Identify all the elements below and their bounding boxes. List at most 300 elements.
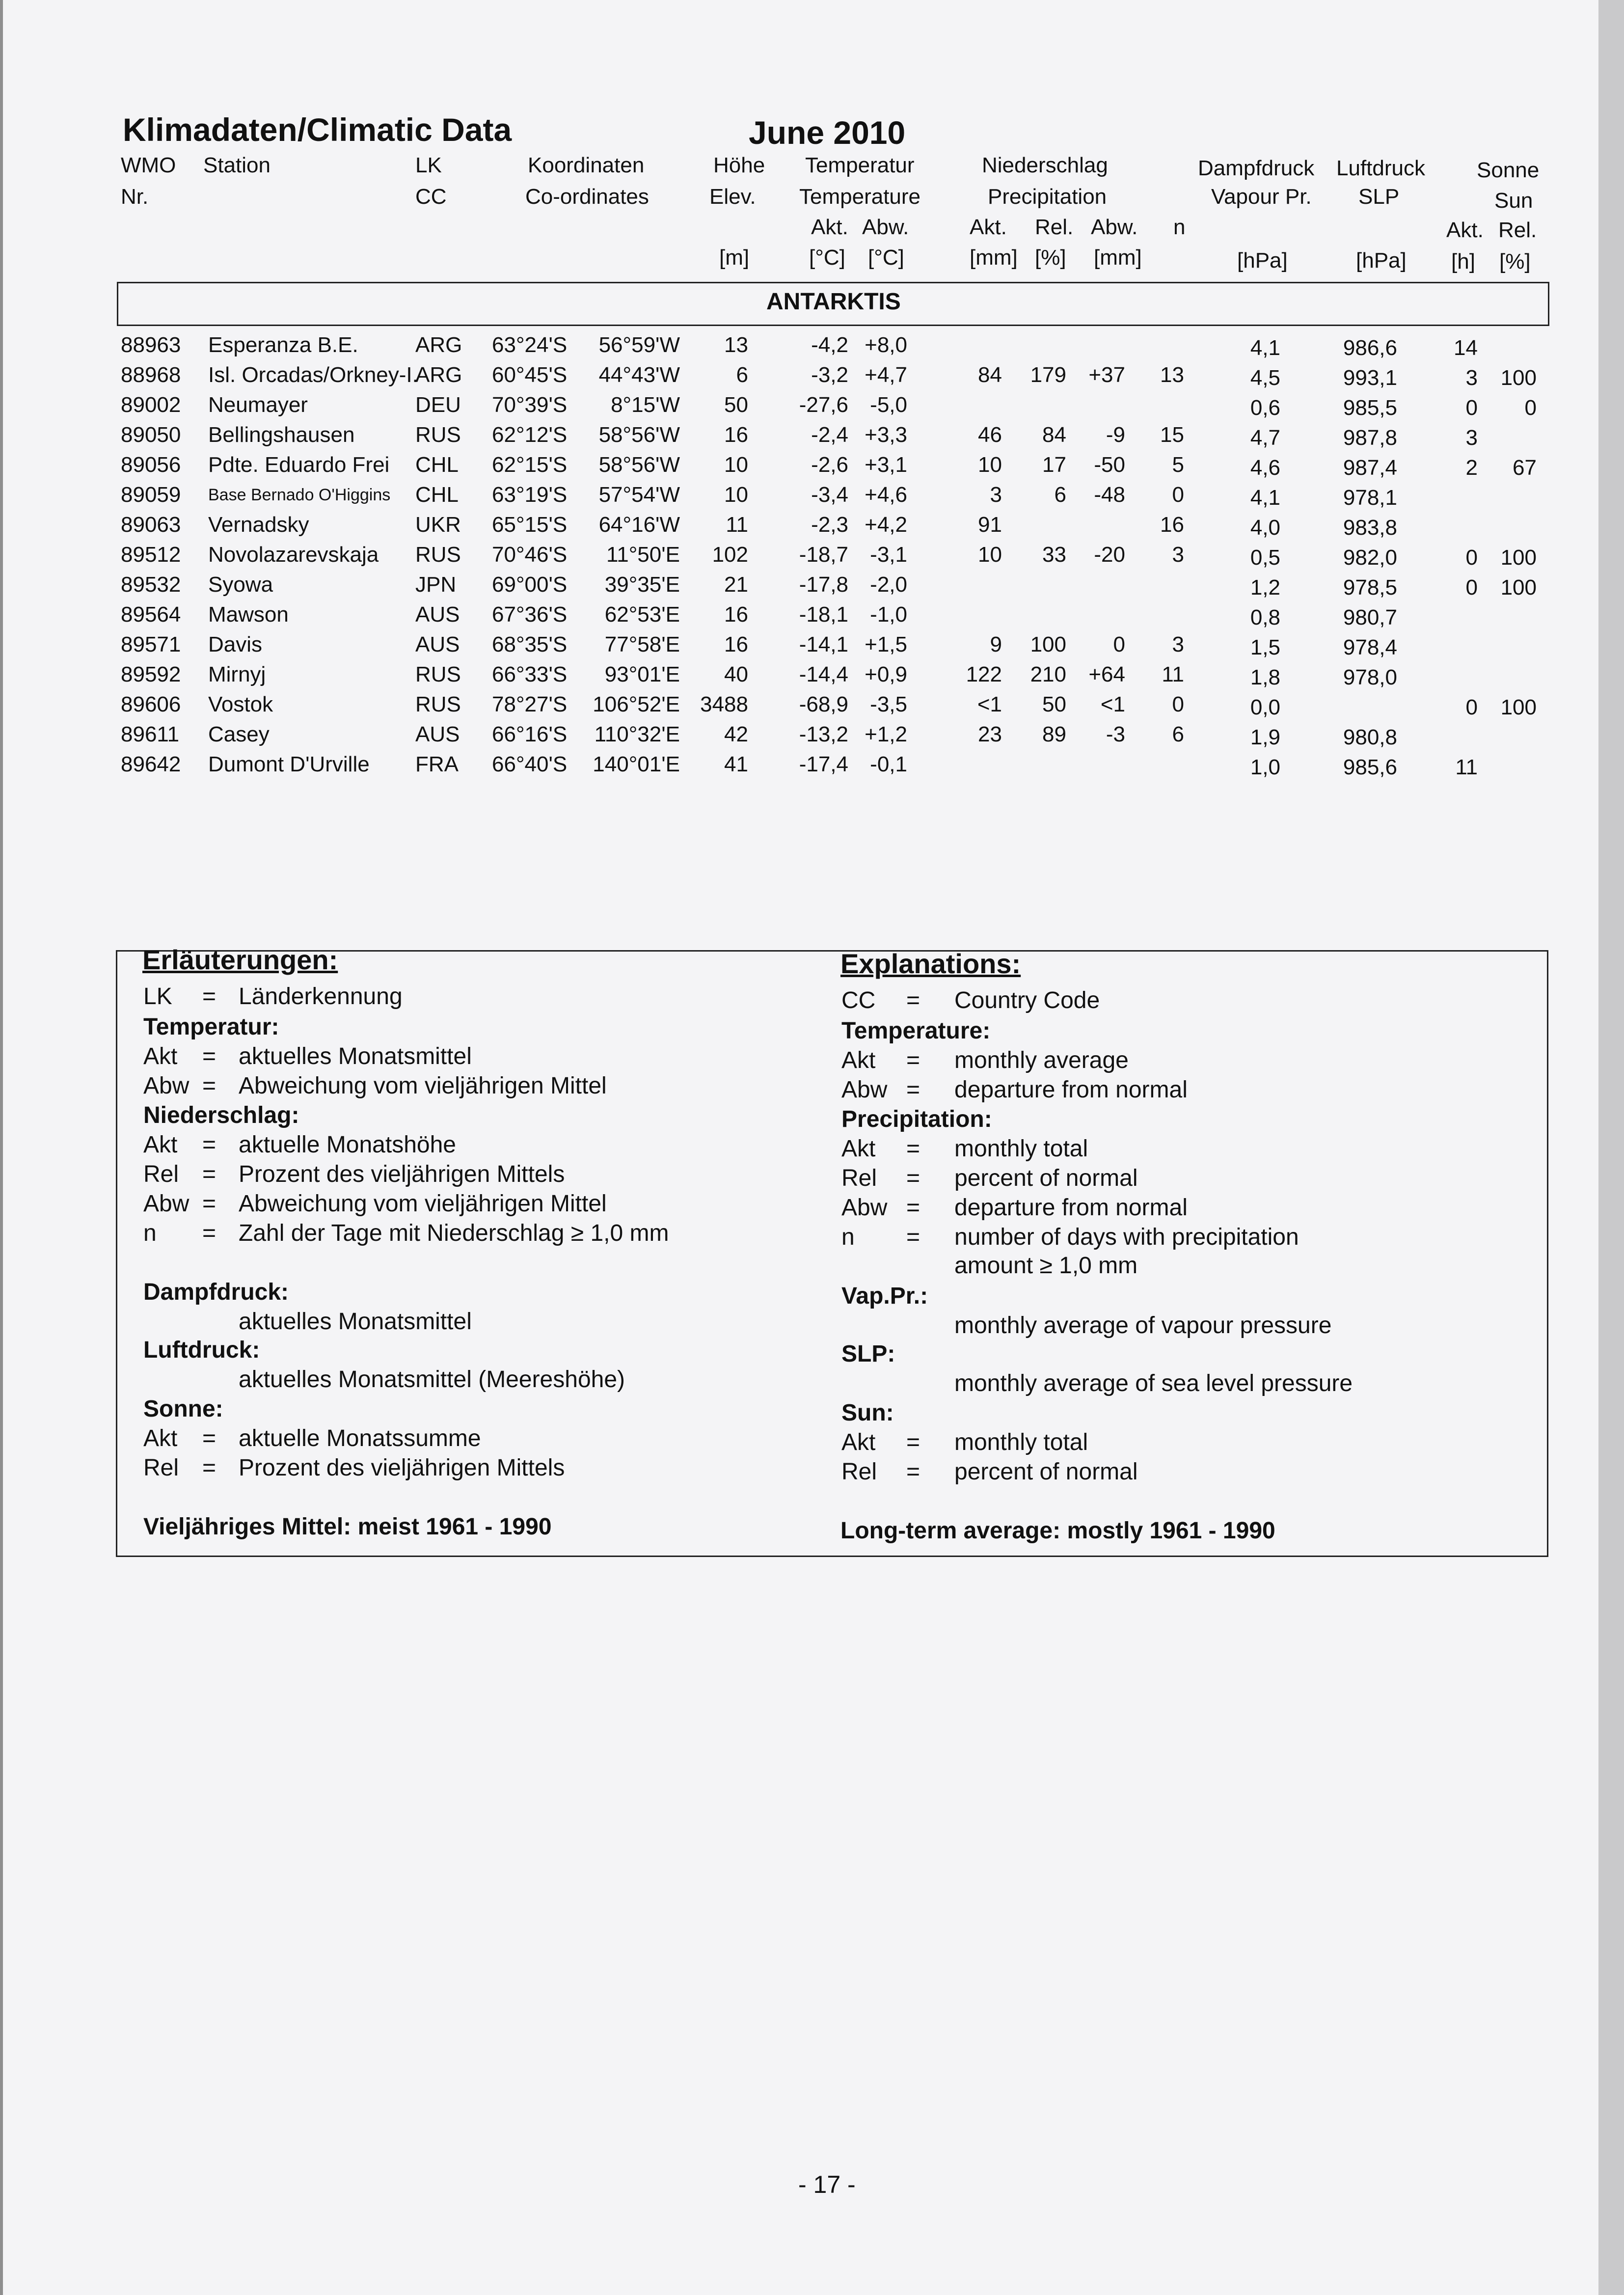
de-t-akt-abbr: Akt bbox=[143, 1043, 178, 1069]
en-p-akt-text: monthly total bbox=[954, 1136, 1088, 1162]
cell-lat: 63°24'S bbox=[492, 333, 568, 357]
cell-p-akt: 84 bbox=[978, 363, 1002, 387]
cell-p-akt: 3 bbox=[990, 483, 1002, 507]
cell-slp: 993,1 bbox=[1343, 366, 1397, 390]
cell-t-abw: +1,2 bbox=[865, 722, 907, 746]
cell-cc: CHL bbox=[415, 483, 459, 507]
cell-nr: 89002 bbox=[121, 393, 181, 417]
en-cc-abbr: CC bbox=[841, 987, 876, 1013]
hdr-t-abw: Abw. bbox=[862, 215, 909, 239]
de-prec-head: Niederschlag: bbox=[143, 1102, 299, 1128]
cell-t-abw: -2,0 bbox=[870, 573, 907, 597]
de-s-akt-eq: = bbox=[202, 1425, 217, 1451]
hdr-luftdruck: Luftdruck bbox=[1336, 156, 1425, 180]
cell-slp: 978,1 bbox=[1343, 486, 1397, 510]
en-vap-head: Vap.Pr.: bbox=[841, 1283, 928, 1309]
cell-vp: 0,5 bbox=[1250, 546, 1280, 570]
cell-elev: 13 bbox=[724, 333, 748, 357]
cell-nr: 88963 bbox=[121, 333, 181, 357]
page-title: Klimadaten/Climatic Data bbox=[123, 111, 512, 148]
hdr-s-unit2: [%] bbox=[1499, 249, 1531, 273]
cell-lat: 63°19'S bbox=[492, 483, 568, 507]
en-p-akt-eq: = bbox=[906, 1136, 920, 1162]
cell-cc: UKR bbox=[415, 513, 461, 537]
cell-p-rel: 50 bbox=[1042, 692, 1066, 716]
cell-t-akt: -2,3 bbox=[811, 513, 848, 537]
cell-p-n: 16 bbox=[1160, 513, 1184, 537]
cell-t-akt: -3,2 bbox=[811, 363, 848, 387]
cell-p-abw: +64 bbox=[1088, 662, 1125, 686]
en-t-akt-text: monthly average bbox=[954, 1047, 1129, 1073]
cell-elev: 41 bbox=[724, 752, 748, 776]
en-p-n-eq: = bbox=[906, 1224, 920, 1250]
cell-lon: 140°01'E bbox=[593, 752, 680, 776]
hdr-p-unit2: [%] bbox=[1035, 246, 1066, 270]
cell-t-akt: -17,8 bbox=[799, 573, 848, 597]
hdr-koordinaten: Koordinaten bbox=[528, 153, 645, 177]
cell-elev: 21 bbox=[724, 573, 748, 597]
cell-nr: 89606 bbox=[121, 692, 181, 716]
en-p-n-text: number of days with precipitation bbox=[954, 1224, 1299, 1250]
cell-lat: 78°27'S bbox=[492, 692, 568, 716]
cell-p-akt: <1 bbox=[977, 692, 1002, 716]
en-s-akt-eq: = bbox=[906, 1429, 920, 1455]
cell-lon: 110°32'E bbox=[594, 722, 680, 746]
cell-vp: 1,0 bbox=[1250, 755, 1280, 779]
cell-p-n: 11 bbox=[1162, 662, 1184, 686]
en-t-akt-abbr: Akt bbox=[841, 1047, 876, 1073]
cell-t-abw: +8,0 bbox=[865, 333, 907, 357]
cell-t-abw: +4,7 bbox=[865, 363, 907, 387]
cell-p-n: 3 bbox=[1172, 632, 1184, 656]
cell-t-akt: -13,2 bbox=[799, 722, 848, 746]
period-title: June 2010 bbox=[749, 114, 906, 151]
en-p-rel-abbr: Rel bbox=[841, 1165, 877, 1191]
de-temp-head: Temperatur: bbox=[143, 1014, 279, 1040]
cell-nr: 89050 bbox=[121, 423, 181, 447]
cell-lat: 66°40'S bbox=[492, 752, 568, 776]
en-s-akt-abbr: Akt bbox=[841, 1429, 876, 1455]
de-p-n-abbr: n bbox=[143, 1220, 157, 1246]
cell-p-rel: 179 bbox=[1030, 363, 1066, 387]
cell-p-akt: 10 bbox=[978, 453, 1002, 477]
cell-cc: RUS bbox=[415, 543, 461, 567]
cell-name: Base Bernado O'Higgins bbox=[208, 486, 391, 504]
cell-p-akt: 23 bbox=[978, 722, 1002, 746]
cell-p-akt: 91 bbox=[978, 513, 1002, 537]
cell-elev: 42 bbox=[724, 722, 748, 746]
cell-p-rel: 17 bbox=[1042, 453, 1066, 477]
cell-lat: 70°39'S bbox=[492, 393, 568, 417]
en-s-rel-text: percent of normal bbox=[954, 1459, 1138, 1485]
hdr-temperature: Temperature bbox=[799, 185, 921, 209]
cell-elev: 10 bbox=[724, 483, 748, 507]
de-s-rel-abbr: Rel bbox=[143, 1455, 179, 1481]
hdr-p-akt: Akt. bbox=[970, 215, 1007, 239]
cell-t-akt: -27,6 bbox=[799, 393, 848, 417]
cell-p-abw: -9 bbox=[1106, 423, 1125, 447]
en-p-akt-abbr: Akt bbox=[841, 1136, 876, 1162]
cell-vp: 0,8 bbox=[1250, 605, 1280, 629]
de-p-n-eq: = bbox=[202, 1220, 217, 1246]
hdr-sonne: Sonne bbox=[1477, 158, 1540, 182]
en-p-rel-eq: = bbox=[906, 1165, 920, 1191]
de-s-akt-abbr: Akt bbox=[143, 1425, 178, 1451]
hdr-slp-unit: [hPa] bbox=[1356, 248, 1407, 273]
cell-p-n: 6 bbox=[1172, 722, 1184, 746]
hdr-coordinates: Co-ordinates bbox=[525, 185, 649, 209]
cell-cc: ARG bbox=[415, 333, 462, 357]
cell-t-akt: -4,2 bbox=[811, 333, 848, 357]
de-sun-head: Sonne: bbox=[143, 1396, 223, 1422]
cell-name: Syowa bbox=[208, 573, 273, 597]
de-lk-text: Länderkennung bbox=[239, 984, 403, 1010]
en-prec-head: Precipitation: bbox=[841, 1106, 992, 1132]
cell-p-rel: 6 bbox=[1054, 483, 1066, 507]
cell-vp: 1,8 bbox=[1250, 665, 1280, 689]
cell-lat: 68°35'S bbox=[492, 632, 568, 656]
hdr-precipitation: Precipitation bbox=[988, 185, 1107, 209]
de-p-abw-abbr: Abw bbox=[143, 1191, 189, 1217]
cell-s-rel: 67 bbox=[1513, 456, 1537, 480]
cell-slp: 978,4 bbox=[1343, 635, 1397, 659]
cell-slp: 980,8 bbox=[1343, 725, 1397, 749]
cell-nr: 89611 bbox=[121, 722, 180, 746]
en-t-abw-abbr: Abw bbox=[841, 1077, 888, 1103]
cell-p-rel: 100 bbox=[1030, 632, 1066, 656]
cell-lon: 8°15'W bbox=[611, 393, 680, 417]
cell-t-abw: -0,1 bbox=[870, 752, 907, 776]
cell-lat: 62°12'S bbox=[492, 423, 568, 447]
hdr-v-unit: [hPa] bbox=[1237, 248, 1288, 273]
cell-slp: 980,7 bbox=[1343, 605, 1397, 629]
region-box bbox=[117, 282, 1549, 326]
cell-p-rel: 89 bbox=[1042, 722, 1066, 746]
cell-p-akt: 10 bbox=[978, 543, 1002, 567]
cell-cc: AUS bbox=[415, 602, 460, 627]
cell-elev: 6 bbox=[736, 363, 748, 387]
de-slp-text: aktuelles Monatsmittel (Meereshöhe) bbox=[239, 1366, 625, 1393]
cell-vp: 1,2 bbox=[1250, 575, 1280, 600]
cell-p-abw: -50 bbox=[1094, 453, 1125, 477]
cell-p-abw: <1 bbox=[1100, 692, 1125, 716]
hdr-s-unit1: [h] bbox=[1451, 249, 1475, 273]
en-t-abw-text: departure from normal bbox=[954, 1077, 1188, 1103]
cell-s-rel: 100 bbox=[1500, 366, 1537, 390]
de-p-rel-text: Prozent des vieljährigen Mittels bbox=[239, 1161, 565, 1187]
hdr-s-akt: Akt. bbox=[1446, 218, 1484, 242]
cell-p-n: 15 bbox=[1160, 423, 1184, 447]
en-footer: Long-term average: mostly 1961 - 1990 bbox=[840, 1518, 1275, 1544]
cell-name: Esperanza B.E. bbox=[208, 333, 358, 357]
de-slp-head: Luftdruck: bbox=[143, 1337, 260, 1363]
cell-s-rel: 100 bbox=[1500, 575, 1537, 600]
cell-vp: 4,0 bbox=[1250, 516, 1280, 540]
cell-nr: 89059 bbox=[121, 483, 181, 507]
en-t-abw-eq: = bbox=[906, 1077, 920, 1103]
de-t-akt-eq: = bbox=[202, 1043, 217, 1069]
hdr-p-rel: Rel. bbox=[1035, 215, 1074, 239]
cell-t-akt: -3,4 bbox=[811, 483, 848, 507]
cell-t-abw: +0,9 bbox=[865, 662, 907, 686]
cell-lon: 106°52'E bbox=[593, 692, 680, 716]
hdr-p-unit3: [mm] bbox=[1094, 246, 1142, 270]
cell-nr: 89512 bbox=[121, 543, 181, 567]
de-footer: Vieljähriges Mittel: meist 1961 - 1990 bbox=[143, 1514, 552, 1540]
cell-vp: 4,6 bbox=[1250, 456, 1280, 480]
hdr-hoehe: Höhe bbox=[713, 153, 765, 177]
en-s-akt-text: monthly total bbox=[954, 1429, 1088, 1455]
cell-lon: 56°59'W bbox=[598, 333, 680, 357]
de-s-rel-eq: = bbox=[202, 1455, 217, 1481]
de-t-abw-eq: = bbox=[202, 1073, 217, 1099]
cell-lat: 70°46'S bbox=[492, 543, 568, 567]
cell-slp: 985,5 bbox=[1343, 396, 1397, 420]
cell-slp: 982,0 bbox=[1343, 546, 1397, 570]
cell-s-akt: 11 bbox=[1455, 755, 1478, 779]
hdr-dampfdruck: Dampfdruck bbox=[1198, 156, 1315, 180]
de-p-n-text: Zahl der Tage mit Niederschlag ≥ 1,0 mm bbox=[239, 1220, 669, 1246]
hdr-sun: Sun bbox=[1494, 189, 1533, 213]
cell-t-akt: -2,4 bbox=[811, 423, 848, 447]
en-p-abw-eq: = bbox=[906, 1195, 920, 1221]
cell-elev: 16 bbox=[724, 632, 748, 656]
cell-slp: 985,6 bbox=[1343, 755, 1397, 779]
cell-lon: 58°56'W bbox=[598, 423, 680, 447]
cell-cc: RUS bbox=[415, 423, 461, 447]
cell-lon: 64°16'W bbox=[598, 513, 680, 537]
cell-t-abw: -3,1 bbox=[870, 543, 907, 567]
cell-p-n: 5 bbox=[1172, 453, 1184, 477]
de-p-abw-text: Abweichung vom vieljährigen Mittel bbox=[239, 1191, 607, 1217]
cell-t-akt: -14,1 bbox=[799, 632, 848, 656]
cell-slp: 978,5 bbox=[1343, 575, 1397, 600]
hdr-p-n: n bbox=[1173, 215, 1186, 239]
de-vap-text: aktuelles Monatsmittel bbox=[239, 1309, 472, 1335]
hdr-station: Station bbox=[203, 153, 271, 177]
en-slp-text: monthly average of sea level pressure bbox=[954, 1370, 1353, 1396]
cell-name: Davis bbox=[208, 632, 263, 656]
cell-p-abw: -3 bbox=[1106, 722, 1125, 746]
en-temp-head: Temperature: bbox=[841, 1018, 991, 1044]
cell-lon: 39°35'E bbox=[604, 573, 680, 597]
cell-p-rel: 210 bbox=[1030, 662, 1066, 686]
cell-elev: 40 bbox=[724, 662, 748, 686]
de-p-rel-abbr: Rel bbox=[143, 1161, 179, 1187]
cell-name: Vostok bbox=[208, 692, 273, 716]
page-number: - 17 - bbox=[798, 2171, 856, 2198]
cell-lat: 69°00'S bbox=[492, 573, 568, 597]
cell-elev: 16 bbox=[724, 602, 748, 627]
cell-cc: ARG bbox=[415, 363, 462, 387]
en-p-abw-text: departure from normal bbox=[954, 1195, 1188, 1221]
explanation-heading-de: Erläuterungen: bbox=[142, 944, 338, 975]
en-slp-head: SLP: bbox=[841, 1341, 895, 1367]
cell-p-abw: -20 bbox=[1094, 543, 1125, 567]
cell-lon: 57°54'W bbox=[598, 483, 680, 507]
cell-elev: 3488 bbox=[700, 692, 748, 716]
cell-s-akt: 2 bbox=[1465, 456, 1478, 480]
cell-vp: 4,5 bbox=[1250, 366, 1280, 390]
cell-name: Isl. Orcadas/Orkney-I. bbox=[208, 363, 418, 387]
cell-elev: 10 bbox=[724, 453, 748, 477]
en-sun-head: Sun: bbox=[841, 1400, 894, 1426]
hdr-elev: Elev. bbox=[709, 185, 756, 209]
cell-name: Neumayer bbox=[208, 393, 308, 417]
cell-vp: 1,5 bbox=[1250, 635, 1280, 659]
cell-elev: 16 bbox=[724, 423, 748, 447]
cell-p-akt: 9 bbox=[990, 632, 1002, 656]
cell-p-rel: 84 bbox=[1042, 423, 1066, 447]
cell-s-rel: 0 bbox=[1524, 396, 1537, 420]
cell-cc: RUS bbox=[415, 662, 461, 686]
cell-lon: 62°53'E bbox=[604, 602, 680, 627]
cell-p-n: 0 bbox=[1172, 483, 1184, 507]
cell-name: Bellingshausen bbox=[208, 423, 355, 447]
cell-t-abw: +4,2 bbox=[865, 513, 907, 537]
cell-t-abw: +3,1 bbox=[865, 453, 907, 477]
hdr-vapour: Vapour Pr. bbox=[1211, 185, 1312, 209]
de-t-akt-text: aktuelles Monatsmittel bbox=[239, 1043, 472, 1069]
cell-lat: 66°16'S bbox=[492, 722, 568, 746]
cell-name: Mawson bbox=[208, 602, 289, 627]
en-p-n-text2: amount ≥ 1,0 mm bbox=[954, 1253, 1138, 1279]
cell-vp: 4,7 bbox=[1250, 426, 1280, 450]
cell-slp: 978,0 bbox=[1343, 665, 1397, 689]
cell-s-akt: 0 bbox=[1465, 695, 1478, 719]
en-cc-text: Country Code bbox=[954, 987, 1100, 1013]
cell-p-abw: +37 bbox=[1088, 363, 1125, 387]
cell-name: Vernadsky bbox=[208, 513, 309, 537]
cell-name: Dumont D'Urville bbox=[208, 752, 370, 776]
cell-s-akt: 0 bbox=[1465, 546, 1478, 570]
cell-t-abw: +4,6 bbox=[865, 483, 907, 507]
hdr-m-unit: [m] bbox=[719, 246, 750, 270]
cell-p-n: 13 bbox=[1160, 363, 1184, 387]
de-lk-abbr: LK bbox=[143, 984, 172, 1010]
en-p-abw-abbr: Abw bbox=[841, 1195, 888, 1221]
cell-name: Casey bbox=[208, 722, 270, 746]
cell-lon: 44°43'W bbox=[598, 363, 680, 387]
cell-s-akt: 3 bbox=[1465, 426, 1478, 450]
cell-t-akt: -18,1 bbox=[799, 602, 848, 627]
cell-s-rel: 100 bbox=[1500, 546, 1537, 570]
hdr-slp: SLP bbox=[1358, 185, 1400, 209]
cell-lat: 66°33'S bbox=[492, 662, 568, 686]
de-lk-eq: = bbox=[202, 984, 217, 1010]
cell-slp: 987,8 bbox=[1343, 426, 1397, 450]
explanation-heading-en: Explanations: bbox=[840, 948, 1021, 979]
de-s-akt-text: aktuelle Monatssumme bbox=[239, 1425, 481, 1451]
cell-elev: 102 bbox=[712, 543, 748, 567]
en-s-rel-eq: = bbox=[906, 1459, 920, 1485]
cell-t-abw: +3,3 bbox=[865, 423, 907, 447]
de-p-rel-eq: = bbox=[202, 1161, 217, 1187]
cell-s-rel: 100 bbox=[1500, 695, 1537, 719]
cell-t-akt: -2,6 bbox=[811, 453, 848, 477]
cell-lat: 67°36'S bbox=[492, 602, 568, 627]
en-p-rel-text: percent of normal bbox=[954, 1165, 1138, 1191]
cell-lat: 62°15'S bbox=[492, 453, 568, 477]
cell-cc: AUS bbox=[415, 632, 460, 656]
cell-elev: 50 bbox=[724, 393, 748, 417]
de-s-rel-text: Prozent des vieljährigen Mittels bbox=[239, 1455, 565, 1481]
cell-lon: 58°56'W bbox=[598, 453, 680, 477]
cell-cc: CHL bbox=[415, 453, 459, 477]
cell-nr: 89063 bbox=[121, 513, 181, 537]
en-vap-text: monthly average of vapour pressure bbox=[954, 1312, 1332, 1339]
hdr-t-akt: Akt. bbox=[811, 215, 848, 239]
hdr-lk: LK bbox=[415, 153, 442, 177]
cell-name: Mirnyj bbox=[208, 662, 266, 686]
cell-t-akt: -68,9 bbox=[799, 692, 848, 716]
cell-cc: FRA bbox=[415, 752, 459, 776]
de-p-akt-text: aktuelle Monatshöhe bbox=[239, 1132, 456, 1158]
cell-name: Novolazarevskaja bbox=[208, 543, 379, 567]
cell-cc: RUS bbox=[415, 692, 461, 716]
cell-vp: 0,6 bbox=[1250, 396, 1280, 420]
cell-s-akt: 3 bbox=[1465, 366, 1478, 390]
cell-lon: 11°50'E bbox=[606, 543, 680, 567]
cell-t-abw: -3,5 bbox=[870, 692, 907, 716]
hdr-cc: CC bbox=[415, 185, 447, 209]
hdr-temperatur: Temperatur bbox=[805, 153, 915, 177]
hdr-p-unit1: [mm] bbox=[970, 246, 1018, 270]
cell-nr: 89571 bbox=[121, 632, 181, 656]
cell-lon: 93°01'E bbox=[604, 662, 680, 686]
cell-nr: 89532 bbox=[121, 573, 181, 597]
cell-nr: 89642 bbox=[121, 752, 181, 776]
hdr-wmo: WMO bbox=[121, 153, 176, 177]
en-s-rel-abbr: Rel bbox=[841, 1459, 877, 1485]
hdr-p-abw: Abw. bbox=[1091, 215, 1138, 239]
en-t-akt-eq: = bbox=[906, 1047, 920, 1073]
cell-p-n: 0 bbox=[1172, 692, 1184, 716]
cell-slp: 987,4 bbox=[1343, 456, 1397, 480]
de-vap-head: Dampfdruck: bbox=[143, 1279, 289, 1305]
en-p-n-abbr: n bbox=[841, 1224, 855, 1250]
cell-lon: 77°58'E bbox=[604, 632, 680, 656]
cell-nr: 89592 bbox=[121, 662, 181, 686]
cell-p-abw: -48 bbox=[1094, 483, 1125, 507]
cell-p-akt: 46 bbox=[978, 423, 1002, 447]
cell-p-rel: 33 bbox=[1042, 543, 1066, 567]
cell-slp: 986,6 bbox=[1343, 336, 1397, 360]
region-label: ANTARKTIS bbox=[766, 289, 901, 315]
de-t-abw-text: Abweichung vom vieljährigen Mittel bbox=[239, 1073, 607, 1099]
cell-nr: 89056 bbox=[121, 453, 181, 477]
cell-t-akt: -14,4 bbox=[799, 662, 848, 686]
cell-s-akt: 0 bbox=[1465, 575, 1478, 600]
cell-vp: 4,1 bbox=[1250, 336, 1280, 360]
cell-t-abw: +1,5 bbox=[865, 632, 907, 656]
de-p-akt-eq: = bbox=[202, 1132, 217, 1158]
cell-elev: 11 bbox=[726, 513, 748, 537]
cell-cc: DEU bbox=[415, 393, 461, 417]
page-edge bbox=[1598, 0, 1624, 2295]
hdr-s-rel: Rel. bbox=[1498, 218, 1537, 242]
cell-nr: 88968 bbox=[121, 363, 181, 387]
cell-name: Pdte. Eduardo Frei bbox=[208, 453, 390, 477]
hdr-t-unit1: [°C] bbox=[809, 246, 845, 270]
cell-slp: 983,8 bbox=[1343, 516, 1397, 540]
cell-p-akt: 122 bbox=[966, 662, 1002, 686]
cell-s-akt: 14 bbox=[1454, 336, 1478, 360]
cell-lat: 65°15'S bbox=[492, 513, 568, 537]
cell-nr: 89564 bbox=[121, 602, 181, 627]
cell-t-abw: -1,0 bbox=[870, 602, 907, 627]
de-t-abw-abbr: Abw bbox=[143, 1073, 189, 1099]
